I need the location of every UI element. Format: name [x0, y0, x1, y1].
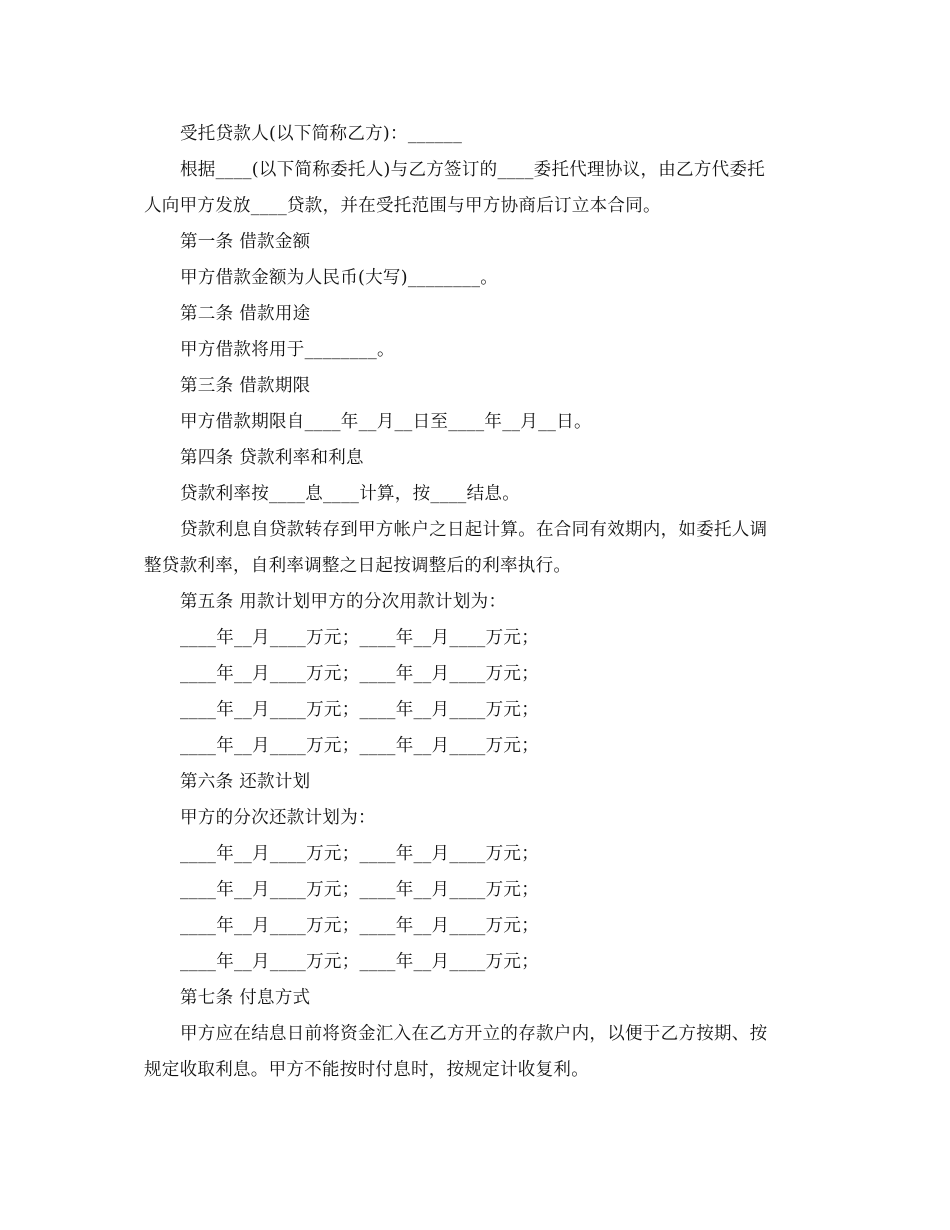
article-7-text-2: 规定收取利息。甲方不能按时付息时，按规定计收复利。	[144, 1060, 589, 1080]
preamble-line-1: 根据____(以下简称委托人)与乙方签订的____委托代理协议，由乙方代委托	[180, 160, 766, 180]
article-6-heading: 第六条 还款计划	[180, 772, 311, 792]
drawdown-plan-row: ____年__月____万元；____年__月____万元；	[180, 736, 539, 756]
drawdown-plan-row: ____年__月____万元；____年__月____万元；	[180, 628, 539, 648]
trustee-lender-line: 受托贷款人(以下简称乙方)：______	[180, 124, 463, 144]
article-3-text: 甲方借款期限自____年__月__日至____年__月__日。	[180, 412, 592, 432]
article-6-text: 甲方的分次还款计划为：	[180, 808, 376, 828]
article-3-heading: 第三条 借款期限	[180, 376, 311, 396]
repayment-plan-row: ____年__月____万元；____年__月____万元；	[180, 880, 539, 900]
article-4-heading: 第四条 贷款利率和利息	[180, 448, 364, 468]
article-5-heading: 第五条 用款计划甲方的分次用款计划为：	[180, 592, 507, 612]
drawdown-plan-row: ____年__月____万元；____年__月____万元；	[180, 664, 539, 684]
document-body	[144, 116, 804, 1088]
article-1-text: 甲方借款金额为人民币(大写)________。	[180, 268, 499, 288]
article-4-text-1: 贷款利率按____息____计算，按____结息。	[180, 484, 520, 504]
preamble-line-2: 人向甲方发放____贷款，并在受托范围与甲方协商后订立本合同。	[144, 196, 661, 216]
article-4-text-3: 整贷款利率，自利率调整之日起按调整后的利率执行。	[144, 556, 572, 576]
article-2-text: 甲方借款将用于________。	[180, 340, 395, 360]
article-7-text-1: 甲方应在结息日前将资金汇入在乙方开立的存款户内，以便于乙方按期、按	[180, 1024, 768, 1044]
drawdown-plan-row: ____年__月____万元；____年__月____万元；	[180, 700, 539, 720]
repayment-plan-row: ____年__月____万元；____年__月____万元；	[180, 916, 539, 936]
article-4-text-2: 贷款利息自贷款转存到甲方帐户之日起计算。在合同有效期内，如委托人调	[180, 520, 768, 540]
article-1-heading: 第一条 借款金额	[180, 232, 311, 252]
repayment-plan-row: ____年__月____万元；____年__月____万元；	[180, 844, 539, 864]
article-7-heading: 第七条 付息方式	[180, 988, 311, 1008]
article-2-heading: 第二条 借款用途	[180, 304, 311, 324]
repayment-plan-row: ____年__月____万元；____年__月____万元；	[180, 952, 539, 972]
